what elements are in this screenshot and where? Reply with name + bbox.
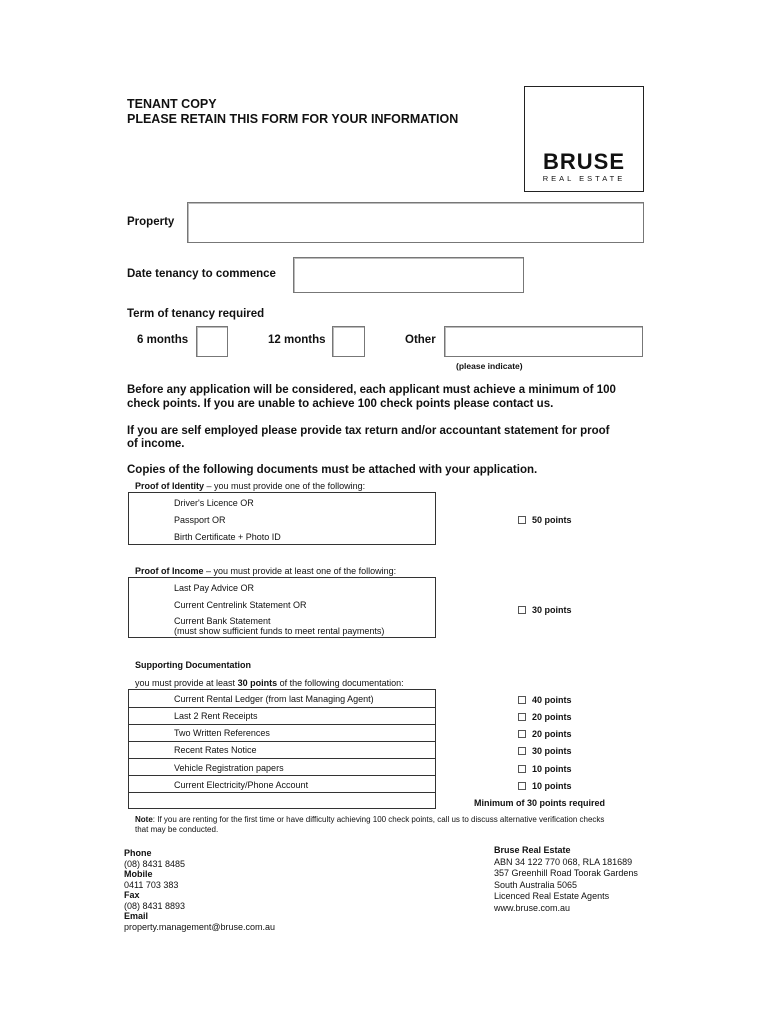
company-licence: Licenced Real Estate Agents <box>494 891 610 901</box>
company-address-1: 357 Greenhill Road Toorak Gardens <box>494 868 638 878</box>
minimum-points-note: Minimum of 30 points required <box>474 798 606 808</box>
identity-item: Passport OR <box>174 515 226 525</box>
income-section-title: Proof of Income – you must provide at least one of the following: <box>135 566 397 576</box>
table-divider <box>128 758 436 759</box>
supporting-item: Recent Rates Notice <box>174 745 257 755</box>
supporting-section-title: Supporting Documentation <box>135 660 251 670</box>
self-employed-paragraph-line-2: of income. <box>127 438 185 450</box>
identity-item: Birth Certificate + Photo ID <box>174 532 281 542</box>
supporting-points: 10 points <box>532 764 572 774</box>
company-block <box>494 845 638 914</box>
requirement-paragraph-line-1: Before any application will be considered, each applicant must achieve a minimum of 100 <box>127 384 616 396</box>
date-tenancy-field[interactable] <box>293 257 524 293</box>
other-label: Other <box>405 334 436 346</box>
company-address-2: South Australia 5065 <box>494 879 578 890</box>
email-value[interactable]: property.management@bruse.com.au <box>124 921 276 932</box>
company-website[interactable]: www.bruse.com.au <box>494 902 571 913</box>
mobile-label: Mobile <box>124 869 153 879</box>
income-item: Current Bank Statement <box>174 616 271 626</box>
fax-value: (08) 8431 8893 <box>124 900 186 911</box>
other-field[interactable] <box>444 326 643 357</box>
note-line-1: Note: If you are renting for the first time or have difficulty achieving 100 check points, call us to discuss alternative verification checks <box>135 815 605 824</box>
twelve-months-checkbox[interactable] <box>332 326 365 357</box>
income-item: Last Pay Advice OR <box>174 583 255 593</box>
property-label: Property <box>127 216 175 228</box>
supporting-item: Two Written References <box>174 728 270 738</box>
email-label: Email <box>124 911 149 921</box>
logo <box>524 86 644 192</box>
header-line-2: PLEASE RETAIN THIS FORM FOR YOUR INFORMATION <box>127 112 459 126</box>
header-line-1: TENANT COPY <box>127 97 217 111</box>
supporting-points: 40 points <box>532 695 572 705</box>
table-divider <box>128 707 436 708</box>
term-label: Term of tenancy required <box>127 308 265 320</box>
supporting-points: 30 points <box>532 746 572 756</box>
contact-block <box>124 848 275 932</box>
identity-points: 50 points <box>532 515 572 525</box>
supporting-item: Last 2 Rent Receipts <box>174 711 258 721</box>
income-points-checkbox[interactable] <box>518 606 526 614</box>
income-item: Current Centrelink Statement OR <box>174 600 307 610</box>
supporting-points-checkbox[interactable] <box>518 696 526 704</box>
twelve-months-label: 12 months <box>268 334 326 346</box>
fax-label: Fax <box>124 890 140 900</box>
supporting-points: 20 points <box>532 729 572 739</box>
supporting-points-checkbox[interactable] <box>518 765 526 773</box>
mobile-value: 0411 703 383 <box>124 879 179 890</box>
phone-value: (08) 8431 8485 <box>124 858 186 869</box>
supporting-points-checkbox[interactable] <box>518 747 526 755</box>
company-name: Bruse Real Estate <box>494 845 571 855</box>
six-months-label: 6 months <box>137 334 189 346</box>
table-divider <box>128 724 436 725</box>
identity-item: Driver's Licence OR <box>174 498 254 508</box>
note-line-2: that may be conducted. <box>135 825 219 834</box>
table-divider <box>128 792 436 793</box>
table-divider <box>128 775 436 776</box>
income-item-note: (must show sufficient funds to meet rental payments) <box>174 626 385 636</box>
supporting-item: Current Rental Ledger (from last Managing Agent) <box>174 694 374 704</box>
identity-section-title: Proof of Identity – you must provide one of the following: <box>135 481 366 491</box>
logo-main-text: BRUSE <box>542 149 625 174</box>
please-indicate: (please indicate) <box>456 361 523 371</box>
supporting-item: Current Electricity/Phone Account <box>174 780 309 790</box>
supporting-subtitle: you must provide at least 30 points of the following documentation: <box>135 678 404 688</box>
identity-points-checkbox[interactable] <box>518 516 526 524</box>
attachments-paragraph: Copies of the following documents must be attached with your application. <box>127 464 538 476</box>
supporting-points-checkbox[interactable] <box>518 782 526 790</box>
phone-label: Phone <box>124 848 152 858</box>
self-employed-paragraph-line-1: If you are self employed please provide tax return and/or accountant statement for proof <box>127 425 610 437</box>
property-field[interactable] <box>187 202 644 243</box>
requirement-paragraph-line-2: check points. If you are unable to achieve 100 check points please contact us. <box>127 398 554 410</box>
income-points: 30 points <box>532 605 572 615</box>
date-tenancy-label: Date tenancy to commence <box>127 268 276 280</box>
supporting-item: Vehicle Registration papers <box>174 763 284 773</box>
supporting-points: 20 points <box>532 712 572 722</box>
supporting-points-checkbox[interactable] <box>518 730 526 738</box>
table-divider <box>128 741 436 742</box>
six-months-checkbox[interactable] <box>196 326 228 357</box>
supporting-points-checkbox[interactable] <box>518 713 526 721</box>
supporting-points: 10 points <box>532 781 572 791</box>
company-abn: ABN 34 122 770 068, RLA 181689 <box>494 856 633 867</box>
logo-sub-text: REAL ESTATE <box>542 174 626 183</box>
